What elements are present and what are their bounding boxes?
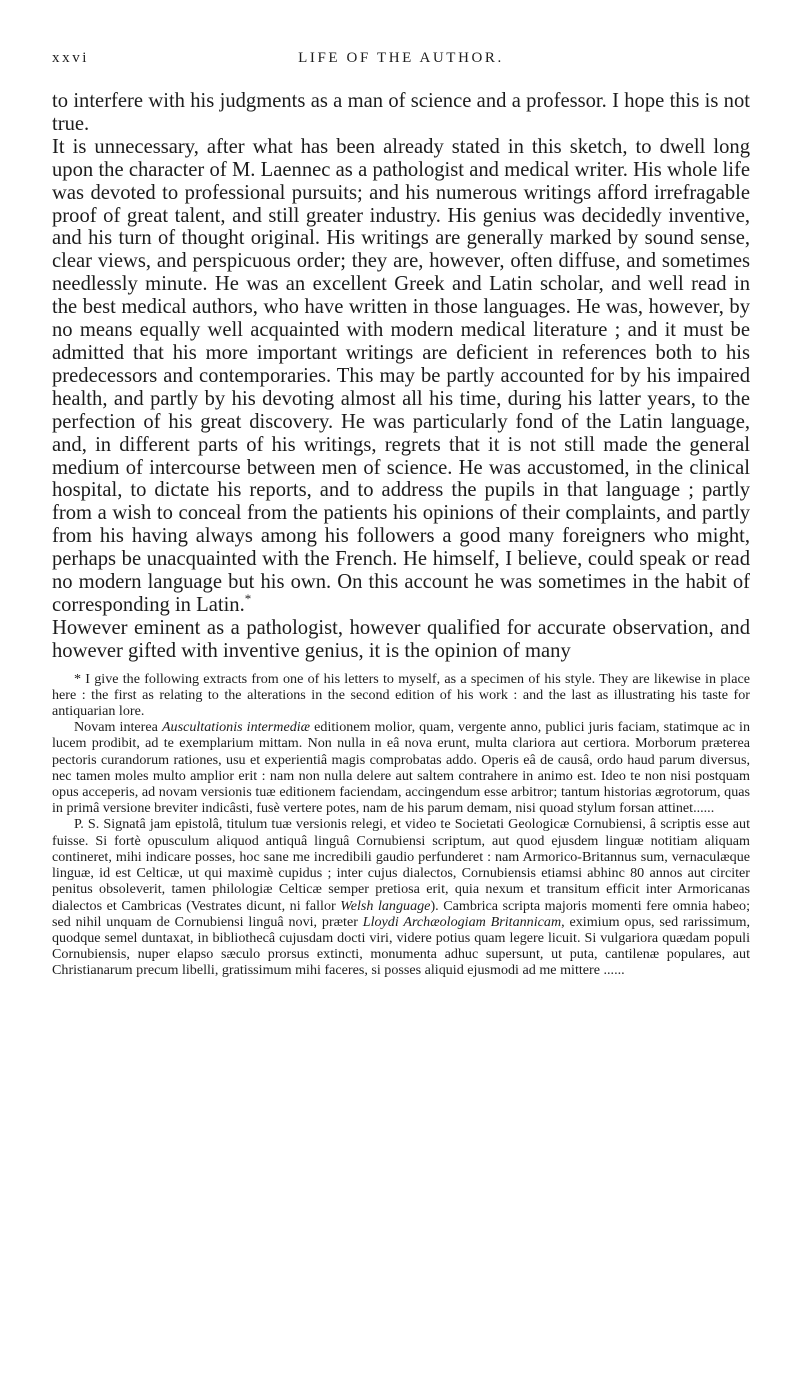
page-number: xxvi	[52, 50, 90, 66]
footnote-latin-letter	[52, 719, 750, 816]
postscript-start: P. S. Signatâ jam epistolâ, titulum tuæ versionis relegi, et video te Societati Geologicæ Cornubiensi, â scriptis esse aut fuisse. Si fortè opusculum aliquod antiquâ linguâ Cornubiensi scriptum, aut quod ejusdem linguæ notitiam aliquam contineret, mihi indicare posses, hoc sane me incredibili gaudio perfunderet : nam Armorico-Britannus sum, vernaculæque linguæ, id est Celticæ, ut qui maximè cupidus ; inter cujus dialectos, Cornubiensis etiamsi abhinc 80 annos aut circiter penitus obsoleverit, tamen philologiæ Celticæ semper pretiosa erit, quia nexum et transitum efficit inter Armoricanas dialectos et Cambricas (Vestrates dicunt, ni fallor	[52, 816, 750, 914]
latin-letter-start: Novam interea	[74, 719, 162, 736]
footnote-intro: * I give the following extracts from one of his letters to myself, as a specimen of his style. They are likewise in place here : the first as relating to the alterations in the second edition of his work : and the last as illustrating his taste for antiquarian lore.	[52, 670, 750, 720]
paragraph-continuation: to interfere with his judgments as a man of science and a professor. I hope this is not true.	[52, 90, 750, 135]
running-head	[52, 50, 750, 80]
postscript-welsh-language: Welsh language	[340, 897, 431, 914]
paragraph-however: However eminent as a pathologist, however qualified for accurate observation, and however gifted with inventive genius, it is the opinion of many	[52, 616, 750, 662]
postscript-end: , eximium opus, sed rarissimum, quodque semel duntaxat, in bibliothecâ cujusdam docti viri, videre potius quam legere licuit. Si vulgariora quædam populi Cornubiensis, nuper elapso sæculo prorsus extincti, monumenta adhuc supersunt, ut puta, cantilenæ populares, aut Christianarum precum libelli, gratissimum mihi faceres, si posses aliquid ejusmodi ad me mittere ......	[52, 913, 750, 979]
footnote-mark: *	[244, 591, 252, 607]
book-page	[52, 50, 750, 979]
footnote	[52, 671, 750, 979]
running-title: LIFE OF THE AUTHOR.	[298, 50, 504, 66]
postscript-lloyd-title: Lloydi Archæologiam Britannicam	[362, 913, 562, 930]
paragraph-character-text: It is unnecessary, after what has been already stated in this sketch, to dwell long upon the character of M. Laennec as a pathologist and medical writer. His whole life was devoted to professional pursuits; and his numerous writings afford irrefragable proof of great talent, and still greater industry. His genius was decidedly inventive, and his turn of thought original. His writings are generally marked by sound sense, clear views, and perspicuous order; they are, however, often diffuse, and sometimes needlessly minute. He was an excellent Greek and Latin scholar, and well read in the best medical authors, who have written in those languages. He was, however, by no means equally well acquainted with modern medical literature ; and it must be admitted that his more important writings are deficient in references both to his predecessors and contemporaries. This may be partly accounted for by his impaired health, and partly by his devoting almost all his time, during his latter years, to the perfection of his great discovery. He was particularly fond of the Latin language, and, in different parts of his writings, regrets that it is not still made the general medium of intercourse between men of science. He was accustomed, in the clinical hospital, to dictate his reports, and to address the pupils in that language ; partly from a wish to conceal from the patients his opinions of their complaints, and partly from his having always among his followers a good many foreigners who might, perhaps be unacquainted with the French. He himself, I believe, could speak or read no modern language but his own. On this account he was sometimes in the habit of corresponding in Latin.	[52, 135, 750, 616]
postscript-middle: ). Cambrica scripta majoris momenti fere omnia habeo; sed nihil unquam de Cornubiensi linguâ novi, præter	[52, 897, 750, 930]
footnote-postscript	[52, 816, 750, 978]
latin-letter-book-title: Auscultationis intermediæ	[161, 719, 311, 736]
paragraph-character	[52, 136, 750, 617]
body-text	[52, 90, 750, 663]
latin-letter-rest: editionem molior, quam, vergente anno, publici juris faciam, statimque ac in lucem prodibit, ad te exemplarium mittam. Non nulla in eâ nova erunt, multa clariora aut certiora. Morborum præterea pectoris curandorum rationes, usu et experientiâ magis comprobatas addo. Operis eâ de causâ, ordo haud parum diversus, nec tamen moles multo amplior erit : nam non nulla delere aut saltem contrahere in animo est. Ideo te non nisi postquam opus acceperis, ad novam versionis tuæ editionem faciendam, accingendum esse arbitror; tantum historias ægrotorum, quas in primâ versione breviter indicâsti, fusè vertere potes, nam de his parum demam, nisi quoad stylum forsan attinet......	[52, 719, 750, 817]
